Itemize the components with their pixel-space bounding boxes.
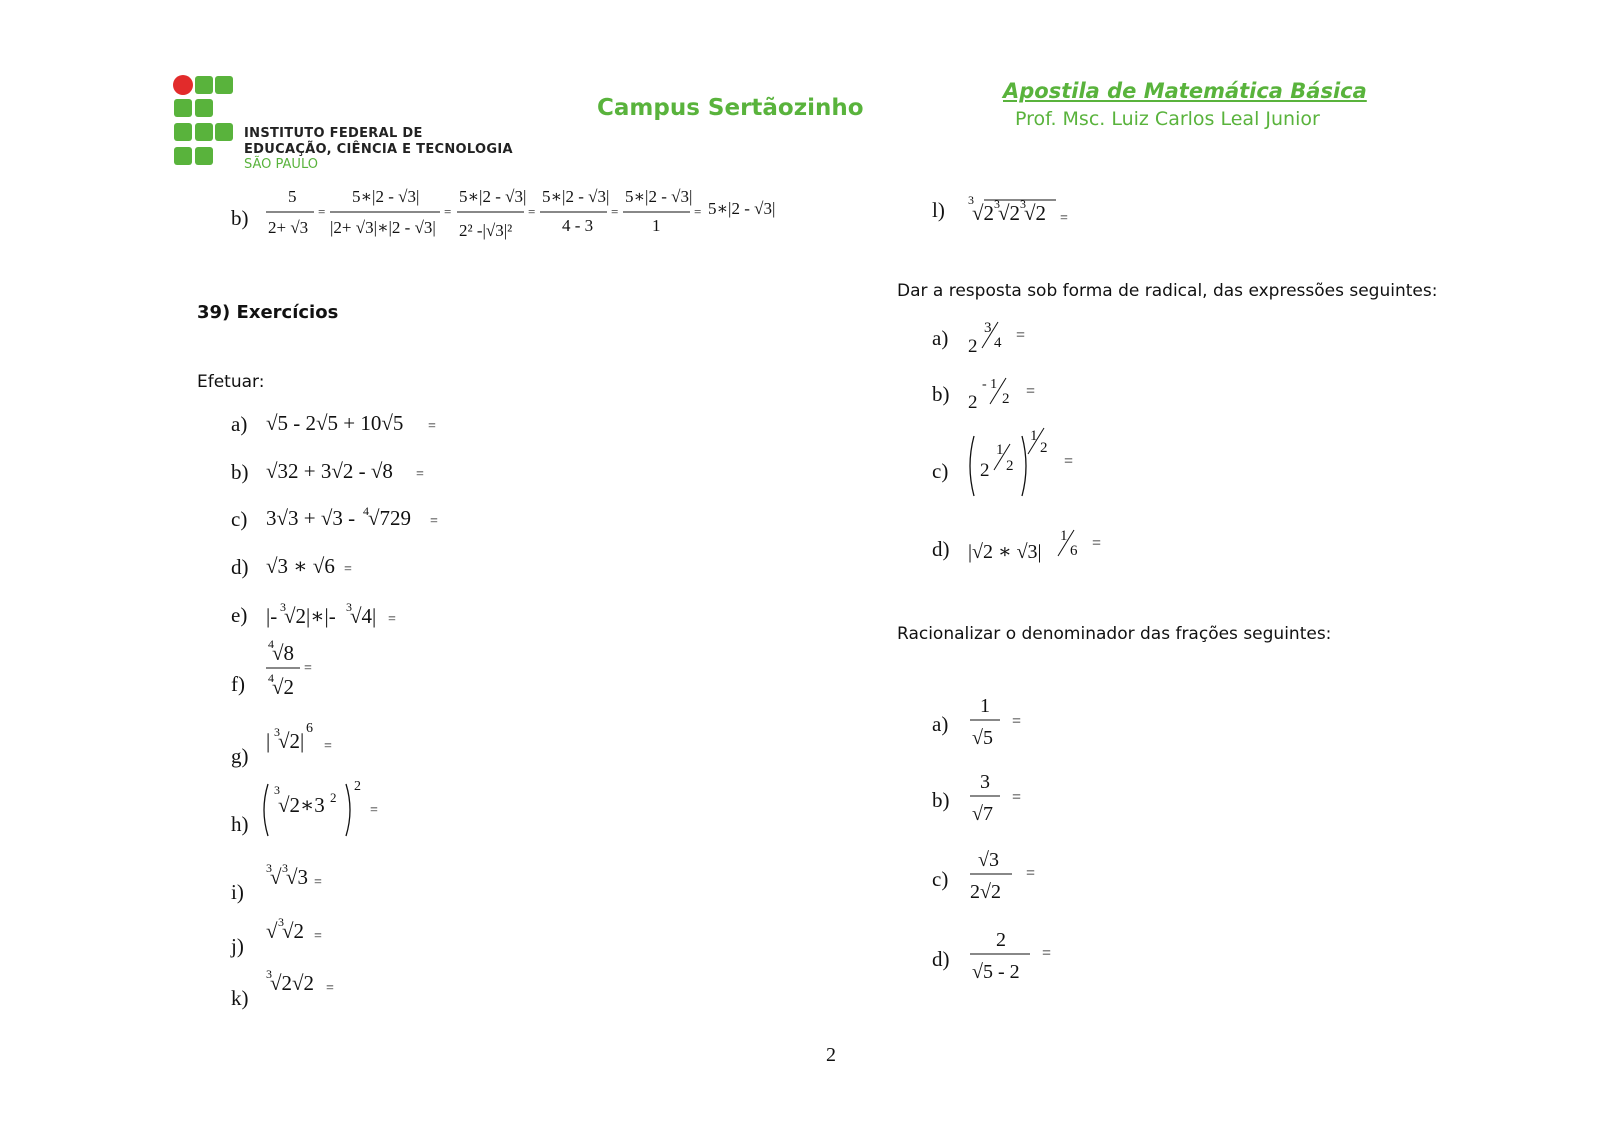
svg-text:2: 2 — [996, 929, 1006, 951]
svg-text:=: = — [1042, 945, 1052, 962]
rationalize-b-label: b) — [932, 788, 950, 812]
svg-text:√5 - 2√5 + 10√5: √5 - 2√5 + 10√5 — [266, 411, 404, 435]
svg-text:|: | — [266, 729, 271, 753]
svg-text:- 1: - 1 — [982, 377, 998, 392]
svg-text:3: 3 — [1020, 197, 1026, 211]
svg-text:1: 1 — [1060, 528, 1068, 544]
exercise-j-label: j) — [231, 934, 244, 958]
svg-text:√3: √3 — [978, 849, 999, 871]
svg-text:3√3 + √3 -: 3√3 + √3 - — [266, 506, 356, 530]
svg-text:3: 3 — [274, 725, 280, 739]
rationalize-d-label: d) — [932, 947, 950, 971]
svg-text:=: = — [326, 981, 334, 996]
svg-text:√2∗3: √2∗3 — [278, 793, 325, 817]
exercise-e-label: e) — [231, 603, 248, 627]
svg-text:1: 1 — [652, 216, 661, 235]
example-b-rationalization — [262, 180, 822, 250]
svg-text:2: 2 — [968, 392, 978, 413]
exercise-a-expression — [266, 406, 466, 440]
exercise-l-expression — [968, 188, 1098, 232]
svg-text:2: 2 — [1040, 440, 1048, 456]
svg-text:=: = — [430, 514, 438, 529]
svg-text:√2|∗|-: √2|∗|- — [284, 604, 336, 628]
svg-text:5∗|2 - √3|: 5∗|2 - √3| — [459, 187, 527, 206]
exercise-i-label: i) — [231, 880, 244, 904]
svg-text:=: = — [314, 929, 322, 944]
svg-text:=: = — [694, 204, 702, 219]
exercise-h-expression — [260, 776, 420, 846]
svg-text:=: = — [1064, 453, 1074, 470]
logo — [172, 74, 532, 178]
svg-text:3: 3 — [980, 771, 990, 793]
svg-text:=: = — [370, 803, 378, 818]
exercise-g-expression — [266, 716, 366, 760]
svg-text:√3: √3 — [286, 865, 309, 889]
svg-text:=: = — [1026, 865, 1036, 882]
exercise-g-label: g) — [231, 744, 249, 768]
rationalize-d-expression — [968, 924, 1088, 994]
svg-text:|√2 ∗ √3|: |√2 ∗ √3| — [968, 541, 1042, 563]
exercise-f-expression — [266, 636, 346, 706]
svg-text:5: 5 — [288, 187, 297, 206]
svg-text:1: 1 — [980, 695, 990, 717]
institute-name-line3: SÃO PAULO — [244, 157, 318, 172]
svg-text:6: 6 — [306, 721, 313, 736]
radical-a-expression — [968, 314, 1068, 358]
svg-text:=: = — [444, 204, 452, 219]
svg-text:√2: √2 — [998, 201, 1021, 225]
svg-text:4: 4 — [268, 671, 274, 685]
exercise-k-expression — [266, 962, 366, 1002]
exercise-d-expression — [266, 549, 406, 583]
svg-text:2: 2 — [968, 336, 978, 357]
instruction-efetuar: Efetuar: — [197, 372, 265, 392]
exercise-j-expression — [266, 910, 366, 950]
exercise-c-label: c) — [231, 507, 248, 531]
professor-name: Prof. Msc. Luiz Carlos Leal Junior — [1015, 108, 1320, 130]
exercise-i-expression — [266, 856, 366, 896]
svg-text:=: = — [416, 467, 424, 482]
exercise-b-expression — [266, 454, 466, 488]
exercise-e-expression — [266, 595, 446, 635]
svg-text:=: = — [528, 204, 536, 219]
svg-text:√8: √8 — [272, 641, 295, 665]
exercise-a-label: a) — [231, 412, 248, 436]
svg-text:√2: √2 — [972, 201, 995, 225]
svg-text:3: 3 — [984, 320, 992, 336]
example-label: b) — [231, 206, 249, 230]
svg-text:3: 3 — [282, 861, 288, 875]
svg-text:=: = — [388, 612, 396, 627]
svg-text:=: = — [318, 204, 326, 219]
svg-text:=: = — [324, 739, 332, 754]
svg-text:1: 1 — [1030, 428, 1038, 444]
svg-text:1: 1 — [996, 442, 1004, 458]
svg-text:|-: |- — [266, 604, 278, 628]
svg-text:=: = — [1012, 789, 1022, 806]
rationalize-c-label: c) — [932, 867, 949, 891]
svg-text:=: = — [344, 562, 352, 577]
svg-text:|2+ √3|∗|2 - √3|: |2+ √3|∗|2 - √3| — [330, 218, 436, 237]
svg-text:5∗|2 - √3|: 5∗|2 - √3| — [625, 187, 693, 206]
svg-text:3: 3 — [280, 600, 286, 614]
campus-title: Campus Sertãozinho — [597, 95, 864, 121]
svg-text:=: = — [1016, 327, 1026, 344]
svg-text:√2√2: √2√2 — [270, 971, 315, 995]
rationalize-c-expression — [968, 844, 1078, 914]
svg-text:2+ √3: 2+ √3 — [268, 218, 309, 237]
instruction-radical: Dar a resposta sob forma de radical, das expressões seguintes: — [897, 281, 1438, 301]
svg-text:4: 4 — [994, 335, 1002, 351]
svg-text:3: 3 — [968, 193, 974, 207]
svg-text:√729: √729 — [368, 506, 412, 530]
svg-text:=: = — [1092, 535, 1102, 552]
svg-text:3: 3 — [274, 783, 280, 797]
svg-text:2² -|√3|²: 2² -|√3|² — [459, 221, 513, 240]
radical-a-label: a) — [932, 326, 949, 350]
radical-b-label: b) — [932, 382, 950, 406]
radical-c-label: c) — [932, 459, 949, 483]
exercise-b-label: b) — [231, 460, 249, 484]
svg-text:2: 2 — [330, 790, 337, 805]
svg-text:3: 3 — [278, 915, 284, 929]
radical-d-expression — [968, 518, 1128, 568]
logo-grid-icon — [172, 74, 240, 172]
radical-b-expression — [968, 370, 1068, 414]
svg-text:=: = — [428, 419, 436, 434]
svg-text:√5: √5 — [972, 727, 993, 749]
svg-text:√2: √2 — [282, 919, 305, 943]
svg-text:√32 + 3√2 - √8: √32 + 3√2 - √8 — [266, 459, 393, 483]
institute-name-line1: INSTITUTO FEDERAL DE — [244, 126, 423, 141]
apostila-title: Apostila de Matemática Básica — [1003, 79, 1367, 103]
svg-text:√5 - 2: √5 - 2 — [972, 961, 1020, 983]
svg-text:2√2: 2√2 — [970, 881, 1001, 903]
exercise-k-label: k) — [231, 986, 249, 1010]
svg-text:5∗|2 - √3|: 5∗|2 - √3| — [352, 187, 420, 206]
svg-text:√: √ — [266, 919, 278, 943]
svg-text:=: = — [1060, 211, 1068, 226]
svg-text:=: = — [314, 875, 322, 890]
svg-text:=: = — [304, 661, 312, 676]
svg-text:4 - 3: 4 - 3 — [562, 216, 594, 235]
svg-text:=: = — [1012, 713, 1022, 730]
svg-text:4: 4 — [363, 504, 369, 518]
exercise-c-expression — [266, 501, 486, 535]
instruction-rationalize: Racionalizar o denominador das frações seguintes: — [897, 624, 1332, 644]
svg-text:3: 3 — [266, 967, 272, 981]
svg-text:3: 3 — [994, 197, 1000, 211]
radical-c-expression — [966, 424, 1106, 514]
exercise-f-label: f) — [231, 672, 245, 696]
radical-d-label: d) — [932, 537, 950, 561]
svg-text:2: 2 — [1002, 391, 1010, 407]
svg-text:5∗|2 - √3|: 5∗|2 - √3| — [542, 187, 610, 206]
svg-text:√2|: √2| — [278, 729, 305, 753]
svg-text:√7: √7 — [972, 803, 993, 825]
svg-text:6: 6 — [1070, 543, 1078, 559]
svg-text:√: √ — [270, 865, 282, 889]
svg-text:3: 3 — [266, 861, 272, 875]
svg-text:2: 2 — [1006, 458, 1014, 474]
rationalize-b-expression — [968, 768, 1068, 832]
svg-text:2: 2 — [980, 460, 990, 481]
svg-text:√2: √2 — [272, 675, 295, 699]
svg-text:3: 3 — [346, 600, 352, 614]
svg-text:4: 4 — [268, 637, 274, 651]
svg-text:=: = — [1026, 383, 1036, 400]
exercise-l-label: l) — [932, 198, 945, 222]
svg-text:√3 ∗ √6: √3 ∗ √6 — [266, 554, 335, 578]
rationalize-a-label: a) — [932, 712, 949, 736]
svg-text:=: = — [611, 204, 619, 219]
svg-text:√2: √2 — [1024, 201, 1047, 225]
rationalize-a-expression — [968, 692, 1068, 756]
svg-text:2: 2 — [354, 779, 361, 794]
section-title: 39) Exercícios — [197, 302, 339, 323]
svg-text:√4|: √4| — [350, 604, 377, 628]
exercise-d-label: d) — [231, 555, 249, 579]
svg-text:5∗|2 - √3|: 5∗|2 - √3| — [708, 199, 776, 218]
institute-name-line2: EDUCAÇÃO, CIÊNCIA E TECNOLOGIA — [244, 142, 513, 157]
page-number: 2 — [826, 1044, 836, 1066]
exercise-h-label: h) — [231, 812, 249, 836]
